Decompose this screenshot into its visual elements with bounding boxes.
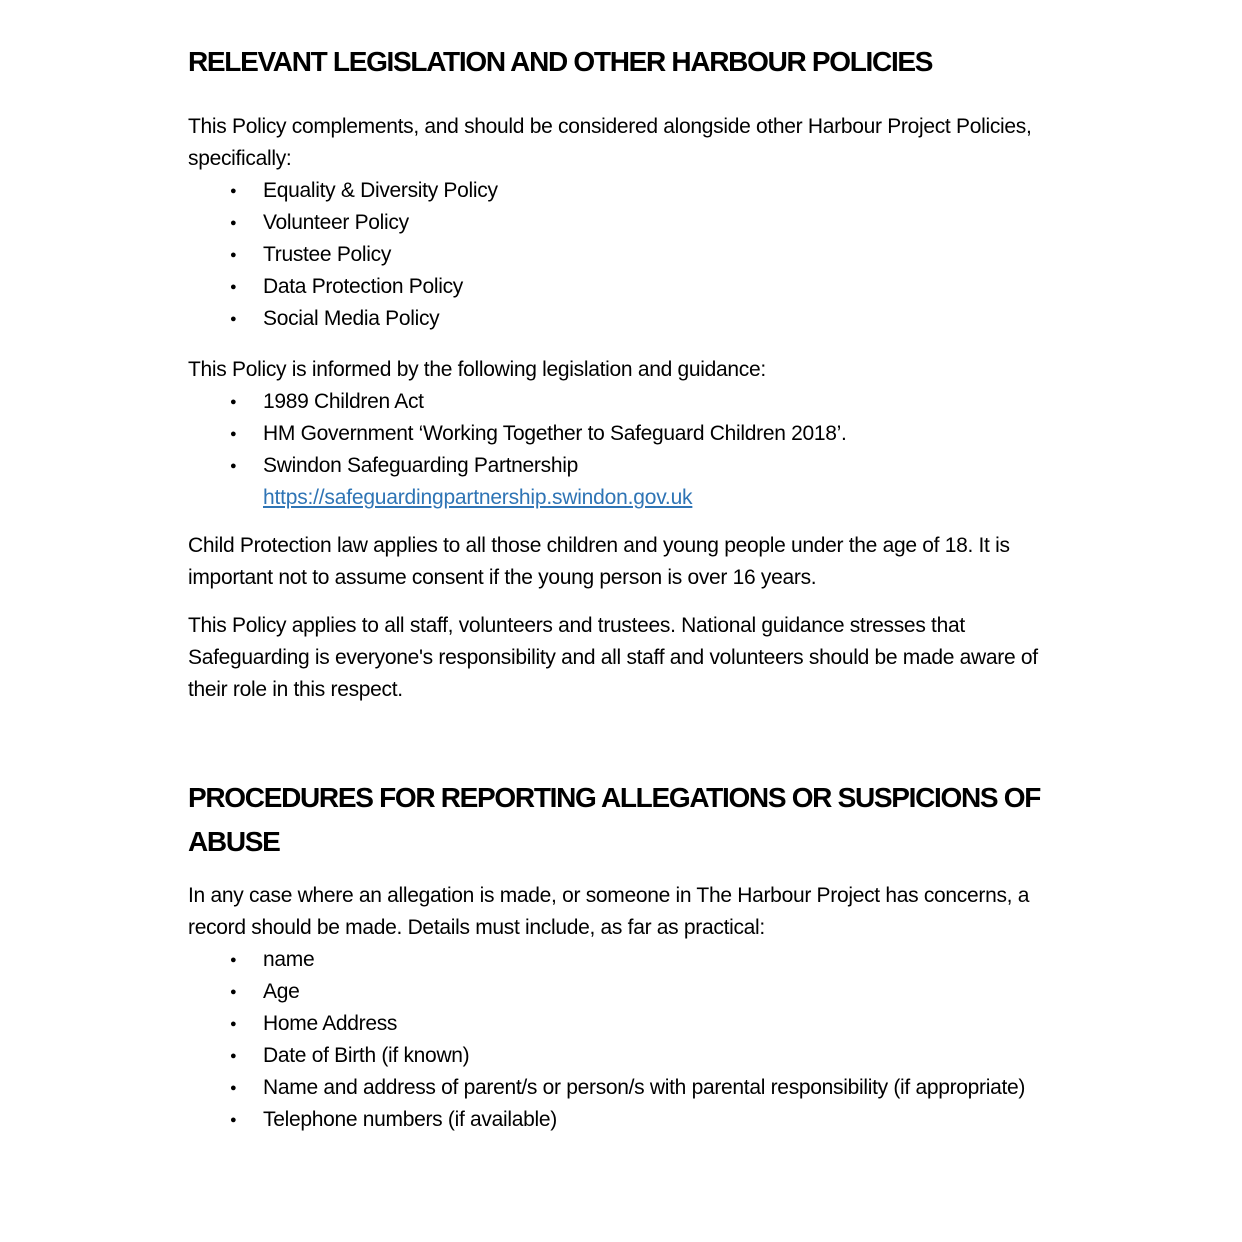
section-heading-procedures: PROCEDURES FOR REPORTING ALLEGATIONS OR SUSPICIONS OF ABUSE — [188, 782, 1041, 857]
list-item-label: Home Address — [263, 1012, 398, 1035]
list-item-label: HM Government ‘Working Together to Safeguard Children 2018’. — [263, 422, 847, 445]
policy-list — [188, 175, 1060, 335]
list-item-label: Age — [263, 980, 300, 1003]
list-item-label: name — [263, 948, 315, 971]
paragraph-complements: This Policy complements, and should be considered alongside other Harbour Project Policies, specifically: — [188, 115, 1032, 170]
list-item-label: Telephone numbers (if available) — [263, 1108, 557, 1131]
list-item-label: 1989 Children Act — [263, 390, 424, 413]
list-item-label: Trustee Policy — [263, 243, 392, 266]
list-item-label: Equality & Diversity Policy — [263, 179, 498, 202]
paragraph-informed: This Policy is informed by the following legislation and guidance: — [188, 358, 766, 381]
list-item-label: Name and address of parent/s or person/s with parental responsibility (if appropriate) — [263, 1076, 1026, 1099]
safeguarding-partnership-link[interactable]: https://safeguardingpartnership.swindon.gov.uk — [263, 486, 693, 509]
list-item — [188, 1040, 1060, 1072]
list-item-label: Data Protection Policy — [263, 275, 463, 298]
list-item-label: Date of Birth (if known) — [263, 1044, 470, 1067]
list-item — [188, 1072, 1060, 1104]
list-item — [188, 271, 1060, 303]
list-item-label: Volunteer Policy — [263, 211, 409, 234]
details-list — [188, 944, 1060, 1136]
paragraph-applies-all: This Policy applies to all staff, volunteers and trustees. National guidance stresses that Safeguarding is everyone's responsibility and all staff and volunteers should be made aware of their role in this respect. — [188, 614, 1038, 701]
list-item — [188, 239, 1060, 271]
list-item — [188, 175, 1060, 207]
list-item — [188, 1008, 1060, 1040]
list-item-label: Swindon Safeguarding Partnership — [263, 454, 578, 477]
list-item — [188, 418, 1060, 450]
paragraph-record: In any case where an allegation is made, or someone in The Harbour Project has concerns, a record should be made. Details must include, as far as practical: — [188, 884, 1030, 939]
list-item — [188, 386, 1060, 418]
list-item — [188, 944, 1060, 976]
list-item — [188, 1104, 1060, 1136]
list-item — [188, 207, 1060, 239]
list-item-label: Social Media Policy — [263, 307, 440, 330]
legislation-list — [188, 386, 1060, 514]
list-item — [188, 303, 1060, 335]
list-item — [188, 450, 1060, 514]
section-heading-legislation: RELEVANT LEGISLATION AND OTHER HARBOUR POLICIES — [188, 46, 933, 77]
paragraph-child-protection: Child Protection law applies to all those children and young people under the age of 18. It is important not to assume consent if the young person is over 16 years. — [188, 534, 1010, 589]
list-item — [188, 976, 1060, 1008]
